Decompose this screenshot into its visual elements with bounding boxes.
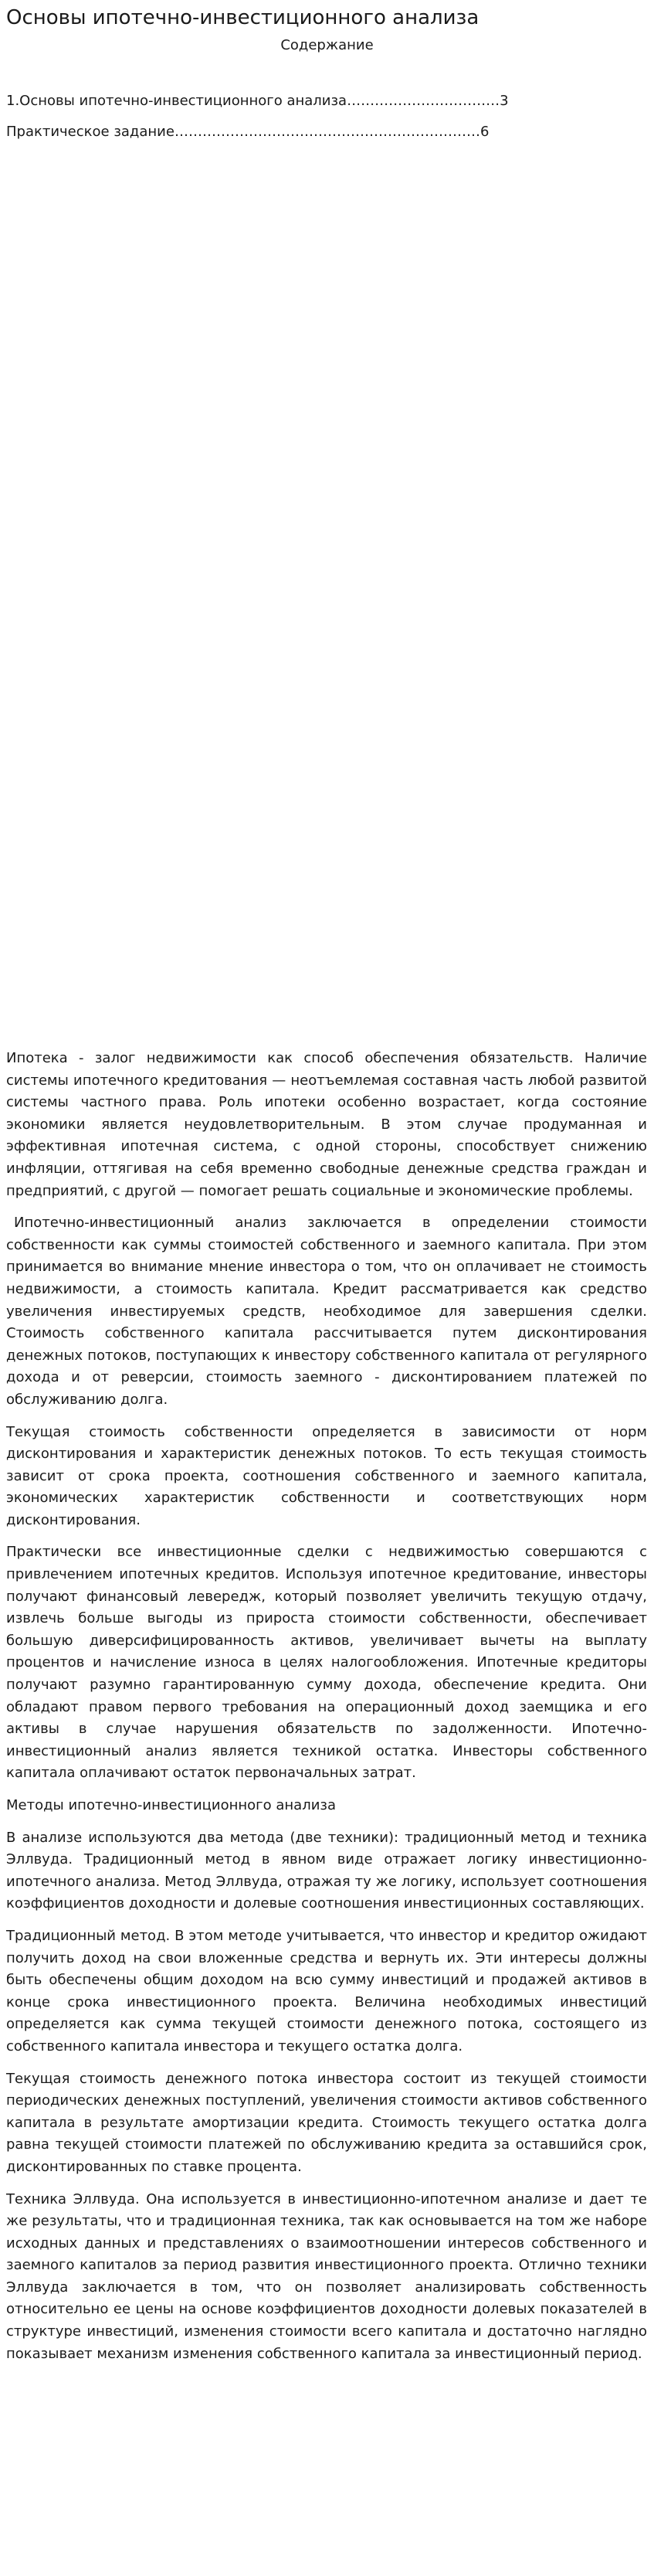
toc-heading: Содержание: [280, 37, 374, 53]
document-title: Основы ипотечно-инвестиционного анализа: [6, 6, 479, 29]
body-paragraph: Текущая стоимость денежного потока инвестора состоит из текущей стоимости периодических денежных поступлений, увеличения стоимости активов собственного капитала в результате амортизации кредита. Стоимость текущего остатка долга равна текущей стоимости платежей по обслуживанию кредита за оставшийся срок, дисконтированных по ставке процента.: [6, 2070, 647, 2175]
body-paragraph: Техника Эллвуда. Она используется в инвестиционно-ипотечном анализе и дает те же результаты, что и традиционная техника, так как основывается на том же наборе исходных данных и представлениях о взаимоотношении интересов собственного и заемного капиталов за период развития инвестиционного проекта. Отлично техники Эллвуда заключается в том, что он позволяет анализировать собственность относительно ее цены на основе коэффициентов доходности долевых показателей в структуре инвестиций, изменения стоимости всего капитала и достаточно наглядно показывает механизм изменения собственного капитала за инвестиционный период.: [6, 2190, 647, 2362]
body-paragraph: Практически все инвестиционные сделки с недвижимостью совершаются с привлечением ипотечных кредитов. Используя ипотечное кредитование, инвесторы получают финансовый левередж, который позволяет увеличить текущую отдачу, извлечь больше выгоды из прироста стоимости собственности, обеспечивает большую диверсифицированность активов, увеличивает вычеты на выплату процентов и начисление износа в целях налогообложения. Ипотечные кредиторы получают разумно гарантированную сумму дохода, обеспечение кредита. Они обладают правом первого требования на операционный доход заемщика и его активы в случае нарушения обязательств по задолженности. Ипотечно-инвестиционный анализ является техникой остатка. Инвесторы собственного капитала оплачивают остаток первоначальных затрат.: [6, 1544, 647, 1782]
body-paragraph: Ипотечно-инвестиционный анализ заключается в определении стоимости собственности как суммы стоимостей собственного и заемного капитала. При этом принимается во внимание мнение инвестора о том, что он оплачивает не стоимость недвижимости, а стоимость капитала. Кредит рассматривается как средство увеличения инвестируемых средств, необходимое для завершения сделки. Стоимость собственного капитала рассчитывается путем дисконтирования денежных потоков, поступающих к инвестору собственного капитала от регулярного дохода и от реверсии, стоимость заемного - дисконтированием платежей по обслуживанию долга.: [6, 1215, 647, 1408]
toc-item: Практическое задание…………………………………………………………6: [6, 124, 490, 140]
body-paragraph: В анализе используются два метода (две техники): традиционный метод и техника Эллвуда. Традиционный метод в явном виде отражает логику инвестиционно-ипотечного анализа. Метод Эллвуда, отражая ту же логику, использует соотношения коэффициентов доходности и долевые соотношения инвестиционных составляющих.: [6, 1829, 647, 1912]
body-paragraph: Традиционный метод. В этом методе учитывается, что инвестор и кредитор ожидают получить доход на свои вложенные средства и вернуть их. Эти интересы должны быть обеспечены общим доходом на всю сумму инвестиций и продажей активов в конце срока инвестиционного проекта. Величина необходимых инвестиций определяется как сумма текущей стоимости денежного потока, состоящего из собственного капитала инвестора и текущего остатка долга.: [6, 1927, 647, 2054]
document-body: [6, 1048, 647, 2375]
table-of-contents: [6, 91, 509, 142]
toc-item: 1.Основы ипотечно-инвестиционного анализа……………………………3: [6, 93, 509, 109]
body-paragraph: Текущая стоимость собственности определяется в зависимости от норм дисконтирования и характеристик денежных потоков. То есть текущая стоимость зависит от срока проекта, соотношения собственного и заемного капитала, экономических характеристик собственности и соответствующих норм дисконтирования.: [6, 1423, 647, 1528]
section-subheading: Методы ипотечно-инвестиционного анализа: [6, 1797, 336, 1813]
body-paragraph: Ипотека - залог недвижимости как способ обеспечения обязательств. Наличие системы ипотечного кредитования — неотъемлемая составная часть любой развитой системы частного права. Роль ипотеки особенно возрастает, когда состояние экономики является неудовлетворительным. В этом случае продуманная и эффективная ипотечная система, с одной стороны, способствует снижению инфляции, оттягивая на себя временно свободные денежные средства граждан и предприятий, с другой — помогает решать социальные и экономические проблемы.: [6, 1050, 647, 1199]
